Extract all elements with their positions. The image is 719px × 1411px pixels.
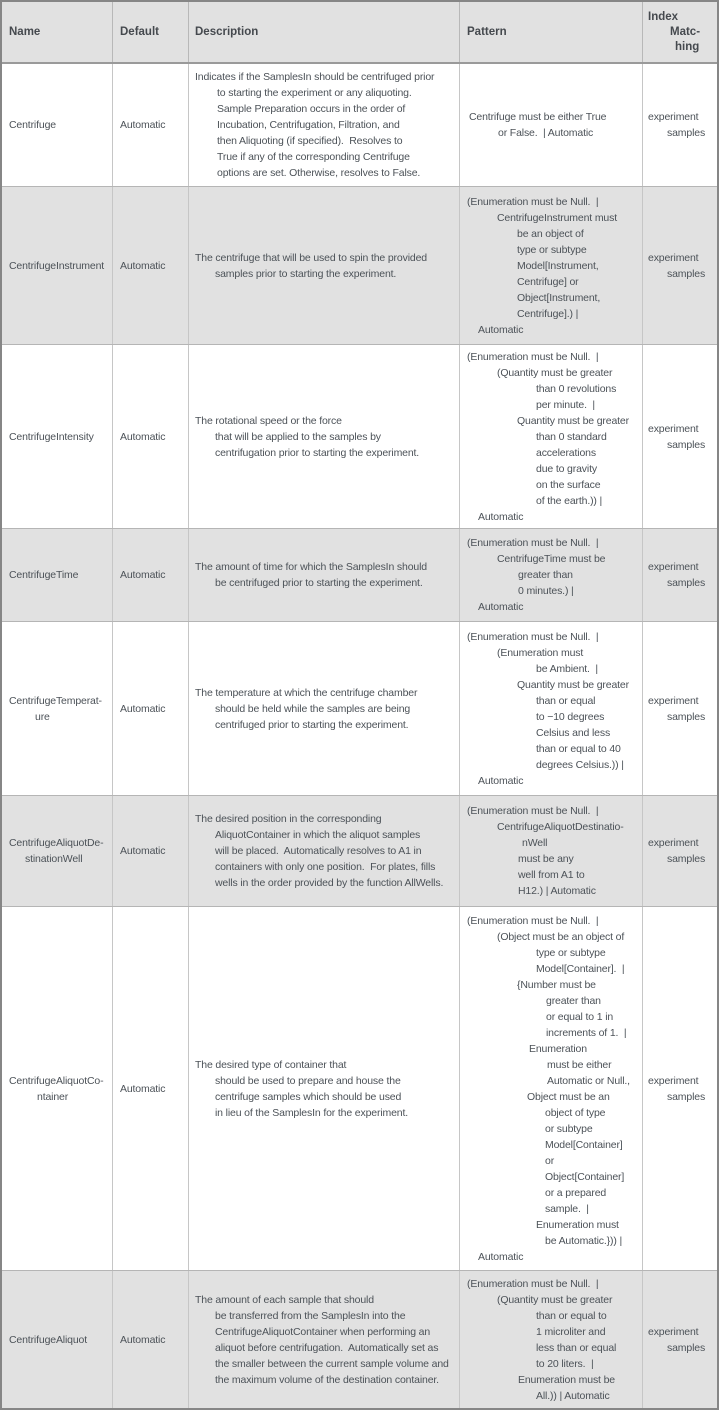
text-line: increments of 1. | [546, 1026, 627, 1039]
table-row [2, 621, 717, 795]
text-line: (Enumeration must be Null. | [467, 630, 599, 643]
text-line: the smaller between the current sample volume and [215, 1357, 449, 1370]
pattern-cell [460, 64, 643, 186]
text-line: (Enumeration must [497, 646, 584, 659]
text-line: CentrifugeAliquotContainer when performing an [215, 1325, 431, 1338]
text-line: Model[Instrument, [517, 259, 599, 272]
text-line: on the surface [536, 478, 601, 491]
text-line: samples prior to starting the experiment. [215, 267, 397, 280]
text-line: (Enumeration must be Null. | [467, 1277, 599, 1290]
text-line: be Ambient. | [536, 662, 598, 675]
default-cell [113, 796, 189, 906]
text-line: Index [648, 10, 679, 23]
text-line: be transferred from the SamplesIn into the [215, 1309, 406, 1322]
text-line: Enumeration must be [518, 1373, 615, 1386]
text-line: Automatic [478, 774, 524, 787]
index-cell [643, 345, 717, 528]
text-line: Automatic [120, 119, 166, 131]
description-cell [189, 1271, 460, 1408]
text-line: type or subtype [536, 946, 606, 959]
text-line: Automatic [478, 323, 524, 336]
text-line: options are set. Otherwise, resolves to False. [217, 167, 421, 179]
text-line: The desired type of container that [195, 1058, 347, 1071]
table-body [2, 64, 717, 1408]
text-line: H12.) | Automatic [518, 885, 596, 897]
table-row [2, 906, 717, 1270]
pattern-cell [460, 345, 643, 528]
name-cell [2, 64, 113, 186]
text-line: Quantity must be greater [517, 414, 629, 427]
description-cell [189, 907, 460, 1270]
text-line: samples [667, 267, 706, 280]
text-line: Automatic [120, 259, 166, 272]
text-line: The centrifuge that will be used to spin the provided [195, 251, 427, 264]
text-line: experiment [648, 694, 699, 707]
text-line: or a prepared [545, 1186, 607, 1199]
text-line: (Enumeration must be Null. | [467, 805, 599, 817]
table-header-row [2, 2, 717, 64]
text-line: or subtype [545, 1122, 593, 1135]
text-line: Object[Instrument, [517, 291, 601, 304]
table-row [2, 344, 717, 528]
text-line: Centrifuge [9, 119, 56, 131]
text-line: hing [675, 40, 700, 53]
text-line: (Enumeration must be Null. | [467, 350, 599, 363]
text-line: Model[Container]. | [536, 962, 625, 975]
text-line: samples [667, 577, 706, 589]
text-line: CentrifugeTemperat- [9, 694, 102, 707]
text-line: experiment [648, 1074, 699, 1087]
text-line: Description [195, 25, 259, 38]
table-row [2, 528, 717, 621]
text-line: samples [667, 710, 706, 723]
text-line: CentrifugeTime [9, 569, 79, 581]
table-row [2, 795, 717, 906]
text-line: or [545, 1154, 555, 1167]
description-cell [189, 529, 460, 621]
text-line: Centrifuge].) | [517, 307, 579, 320]
text-line: greater than [518, 569, 573, 581]
text-line: CentrifugeInstrument [9, 259, 105, 272]
text-line: samples [667, 1341, 706, 1354]
text-line: Quantity must be greater [517, 678, 629, 691]
text-line: Name [9, 25, 41, 38]
text-line: Automatic or Null., [547, 1074, 630, 1087]
text-line: Automatic [120, 845, 166, 857]
text-line: True if any of the corresponding Centrifuge [217, 151, 410, 163]
text-line: The desired position in the corresponding [195, 813, 382, 825]
text-line: then Aliquoting (if specified). Resolves to [217, 135, 403, 147]
text-line: CentrifugeTime must be [497, 553, 606, 565]
text-line: than 0 revolutions [536, 382, 617, 395]
text-line: to −10 degrees [536, 710, 605, 723]
text-line: due to gravity [536, 462, 597, 475]
text-line: must be either [547, 1058, 612, 1071]
text-line: Enumeration must [536, 1218, 619, 1231]
name-cell [2, 907, 113, 1270]
text-line: All.)) | Automatic [536, 1389, 610, 1402]
text-line: Automatic [120, 430, 166, 443]
description-cell [189, 64, 460, 186]
description-cell [189, 187, 460, 344]
text-line: to starting the experiment or any aliquoting. [217, 87, 412, 99]
text-line: samples [667, 438, 706, 451]
text-line: samples [667, 853, 706, 865]
text-line: of the earth.)) | [536, 494, 603, 507]
text-line: sample. | [545, 1202, 589, 1215]
text-line: Indicates if the SamplesIn should be centrifuged prior [195, 71, 435, 83]
text-line: AliquotContainer in which the aliquot samples [215, 829, 421, 841]
text-line: experiment [648, 422, 699, 435]
pattern-cell [460, 622, 643, 795]
text-line: aliquot before centrifugation. Automatically set as [215, 1341, 439, 1354]
text-line: {Number must be [517, 978, 596, 991]
text-line: ure [35, 710, 50, 723]
text-line: centrifugation prior to starting the experiment. [215, 446, 420, 459]
default-cell [113, 64, 189, 186]
text-line: will be placed. Automatically resolves to A1 in [215, 845, 422, 857]
name-cell [2, 187, 113, 344]
text-line: than or equal [536, 694, 596, 707]
default-cell [113, 529, 189, 621]
default-cell [113, 345, 189, 528]
header-cell-pattern [460, 2, 643, 62]
text-line: (Object must be an object of [497, 930, 625, 943]
text-line: The rotational speed or the force [195, 414, 342, 427]
text-line: (Enumeration must be Null. | [467, 914, 599, 927]
text-line: Enumeration [529, 1042, 587, 1055]
pattern-cell [460, 796, 643, 906]
index-cell [643, 796, 717, 906]
text-line: The temperature at which the centrifuge chamber [195, 686, 418, 699]
pattern-cell [460, 187, 643, 344]
text-line: Model[Container] [545, 1138, 623, 1151]
text-line: experiment [648, 837, 699, 849]
text-line: that will be applied to the samples by [215, 430, 381, 443]
pattern-cell [460, 907, 643, 1270]
text-line: 0 minutes.) | [518, 585, 574, 597]
text-line: less than or equal [536, 1341, 617, 1354]
text-line: Centrifuge must be either True [469, 111, 607, 123]
text-line: Sample Preparation occurs in the order of [217, 103, 406, 115]
header-cell-name [2, 2, 113, 62]
index-cell [643, 64, 717, 186]
table-row [2, 64, 717, 186]
index-cell [643, 187, 717, 344]
text-line: Incubation, Centrifugation, Filtration, and [217, 119, 400, 131]
default-cell [113, 187, 189, 344]
text-line: Automatic [120, 702, 166, 715]
text-line: (Enumeration must be Null. | [467, 195, 599, 208]
text-line: (Quantity must be greater [497, 1293, 613, 1306]
text-line: to 20 liters. | [536, 1357, 594, 1370]
text-line: nWell [522, 837, 548, 849]
text-line: or False. | Automatic [498, 127, 594, 139]
text-line: (Enumeration must be Null. | [467, 537, 599, 549]
text-line: Automatic [478, 601, 524, 613]
text-line: than or equal to [536, 1309, 607, 1322]
text-line: Automatic [478, 510, 524, 523]
text-line: should be used to prepare and house the [215, 1074, 401, 1087]
text-line: degrees Celsius.)) | [536, 758, 624, 771]
text-line: or equal to 1 in [546, 1010, 614, 1023]
index-cell [643, 622, 717, 795]
text-line: accelerations [536, 446, 596, 459]
text-line: Automatic [120, 569, 166, 581]
text-line: be centrifuged prior to starting the experiment. [215, 577, 423, 589]
text-line: type or subtype [517, 243, 587, 256]
text-line: centrifuged prior to starting the experiment. [215, 718, 409, 731]
text-line: CentrifugeInstrument must [497, 211, 617, 224]
text-line: should be held while the samples are being [215, 702, 411, 715]
text-line: samples [667, 127, 706, 139]
text-line: Object must be an [527, 1090, 610, 1103]
text-line: than or equal to 40 [536, 742, 621, 755]
text-line: The amount of time for which the SamplesIn should [195, 561, 427, 573]
text-line: the maximum volume of the destination container. [215, 1373, 439, 1386]
table-row [2, 186, 717, 344]
text-line: CentrifugeAliquotCo- [9, 1074, 104, 1087]
text-line: greater than [546, 994, 601, 1007]
name-cell [2, 622, 113, 795]
text-line: Automatic [120, 1082, 166, 1095]
text-line: Default [120, 25, 159, 38]
text-line: containers with only one position. For plates, fills [215, 861, 436, 873]
pattern-cell [460, 1271, 643, 1408]
text-line: be an object of [517, 227, 584, 240]
description-cell [189, 622, 460, 795]
index-cell [643, 907, 717, 1270]
text-line: ntainer [37, 1090, 69, 1103]
text-line: experiment [648, 1325, 699, 1338]
text-line: than 0 standard [536, 430, 607, 443]
text-line: experiment [648, 111, 699, 123]
text-line: per minute. | [536, 398, 595, 411]
header-cell-default [113, 2, 189, 62]
text-line: experiment [648, 561, 699, 573]
name-cell [2, 1271, 113, 1408]
text-line: must be any [518, 853, 574, 865]
header-cell-index [643, 2, 717, 62]
text-line: CentrifugeIntensity [9, 430, 94, 443]
text-line: wells in the order provided by the function AllWells. [215, 877, 444, 889]
text-line: be Automatic.})) | [545, 1234, 623, 1247]
text-line: centrifuge samples which should be used [215, 1090, 402, 1103]
text-line: CentrifugeAliquot [9, 1333, 87, 1346]
text-line: Centrifuge] or [517, 275, 579, 288]
text-line: CentrifugeAliquotDestinatio- [497, 821, 624, 833]
description-cell [189, 796, 460, 906]
name-cell [2, 345, 113, 528]
text-line: Automatic [120, 1333, 166, 1346]
text-line: Object[Container] [545, 1170, 625, 1183]
text-line: 1 microliter and [536, 1325, 606, 1338]
name-cell [2, 529, 113, 621]
text-line: well from A1 to [518, 869, 585, 881]
default-cell [113, 1271, 189, 1408]
text-line: stinationWell [25, 853, 83, 865]
table-row [2, 1270, 717, 1408]
index-cell [643, 529, 717, 621]
default-cell [113, 907, 189, 1270]
pattern-cell [460, 529, 643, 621]
text-line: Matc- [670, 25, 701, 38]
default-cell [113, 622, 189, 795]
text-line: in lieu of the SamplesIn for the experiment. [215, 1106, 409, 1119]
text-line: (Quantity must be greater [497, 366, 613, 379]
index-cell [643, 1271, 717, 1408]
name-cell [2, 796, 113, 906]
description-cell [189, 345, 460, 528]
text-line: experiment [648, 251, 699, 264]
text-line: samples [667, 1090, 706, 1103]
text-line: CentrifugeAliquotDe- [9, 837, 104, 849]
text-line: Pattern [467, 25, 507, 38]
text-line: Automatic [478, 1250, 524, 1263]
text-line: Celsius and less [536, 726, 611, 739]
text-line: The amount of each sample that should [195, 1293, 374, 1306]
header-cell-description [189, 2, 460, 62]
text-line: object of type [545, 1106, 606, 1119]
